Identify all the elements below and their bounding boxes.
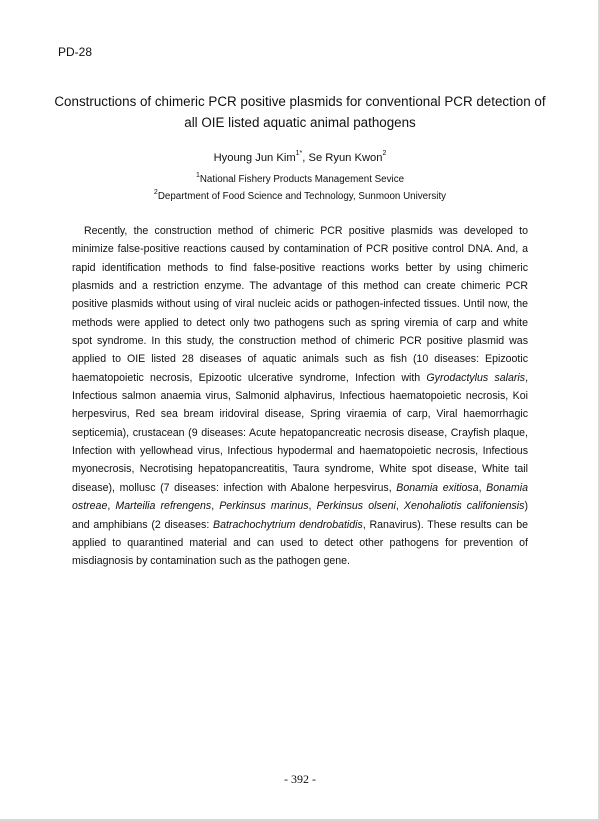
author-name: Hyoung Jun Kim	[213, 152, 296, 164]
author-separator: ,	[302, 152, 309, 164]
species-name: Bonamia exitiosa	[396, 481, 479, 494]
species-name: Perkinsus marinus	[219, 500, 309, 513]
abstract-text: ,	[308, 500, 317, 513]
affiliation-superscript: 2	[153, 188, 158, 196]
author-name: Se Ryun Kwon	[308, 152, 383, 164]
species-name: Gyrodactylus salaris	[426, 371, 526, 384]
abstract-text: , Infectious salmon anaemia virus, Salmonid alphavirus, Infectious haematopoietic necrosis, Koi herpesvirus, Red sea bream iridoviral disease, Spring viraemia of carp, Viral haemorrhagic septicemia), crustacean (9 diseases: Acute hepatopancreatic necrosis disease, Crayfish plaque, Infection with yellowhead virus, Infectious hypodermal and haematopoietic necrosis, Infectious myonecrosis, Necrotising hepatopancreatitis, Taura syndrome, White spot disease, White tail disease), mollusc (7 diseases: infection with Abalone herpesvirus,	[72, 371, 529, 494]
author-superscript: 1*	[295, 150, 303, 158]
species-name: Bonamia ostreae	[72, 481, 528, 513]
species-name: Marteilia refrengens	[115, 500, 212, 513]
species-name: Perkinsus olseni	[316, 500, 396, 513]
author-superscript: 2	[382, 150, 387, 158]
title-line-1: Constructions of chimeric PCR positive plasmids for conventional PCR detection of	[54, 94, 546, 109]
title-line-2: all OIE listed aquatic animal pathogens	[184, 115, 416, 130]
abstract-text: Recently, the construction method of chimeric PCR positive plasmids was developed to minimize false-positive reactions caused by contamination of PCR positive control DNA. And, a rapid identification methods to find false-positive reactions works better by using chimeric plasmids and a restriction enzyme. The advantage of this method can create chimeric PCR positive plasmids without using of viral nucleic acids or pathogen-infected tissues. Until now, the methods were applied to detect only two pathogens such as spring viremia of carp and white spot syndrome. In this study, the construction method of chimeric PCR positive plasmid was applied to OIE listed 28 diseases of aquatic animals such as fish (10 diseases: Epizootic haematopoietic necrosis, Epizootic ulcerative syndrome, Infection with	[72, 225, 528, 384]
abstract-text: ,	[478, 481, 487, 494]
affiliation-superscript: 1	[195, 171, 200, 179]
abstract-text: ,	[395, 500, 404, 513]
species-name: Xenohaliotis califoniensis	[403, 500, 525, 513]
paper-title	[40, 91, 560, 133]
abstract-text: , Ranavirus). These results can be applied to quarantined material and can used to detect other pathogens for prevention of misdiagnosis by contamination such as the pathogen gene.	[72, 518, 528, 568]
affiliation-text: National Fishery Products Management Sevice	[199, 174, 405, 185]
species-name: Batrachochytrium dendrobatidis	[213, 518, 363, 531]
affiliation-2	[40, 188, 560, 202]
affiliation-text: Department of Food Science and Technology, Sunmoon University	[157, 191, 447, 202]
author-list	[40, 152, 560, 164]
paper-code: PD-28	[58, 45, 93, 59]
abstract-paragraph	[72, 222, 528, 571]
abstract-text: ,	[211, 500, 220, 513]
abstract-text: ,	[107, 500, 116, 513]
abstract-text: ) and amphibians (2 diseases:	[72, 500, 528, 531]
page-number: - 392 -	[284, 772, 316, 786]
affiliation-1	[40, 171, 560, 185]
